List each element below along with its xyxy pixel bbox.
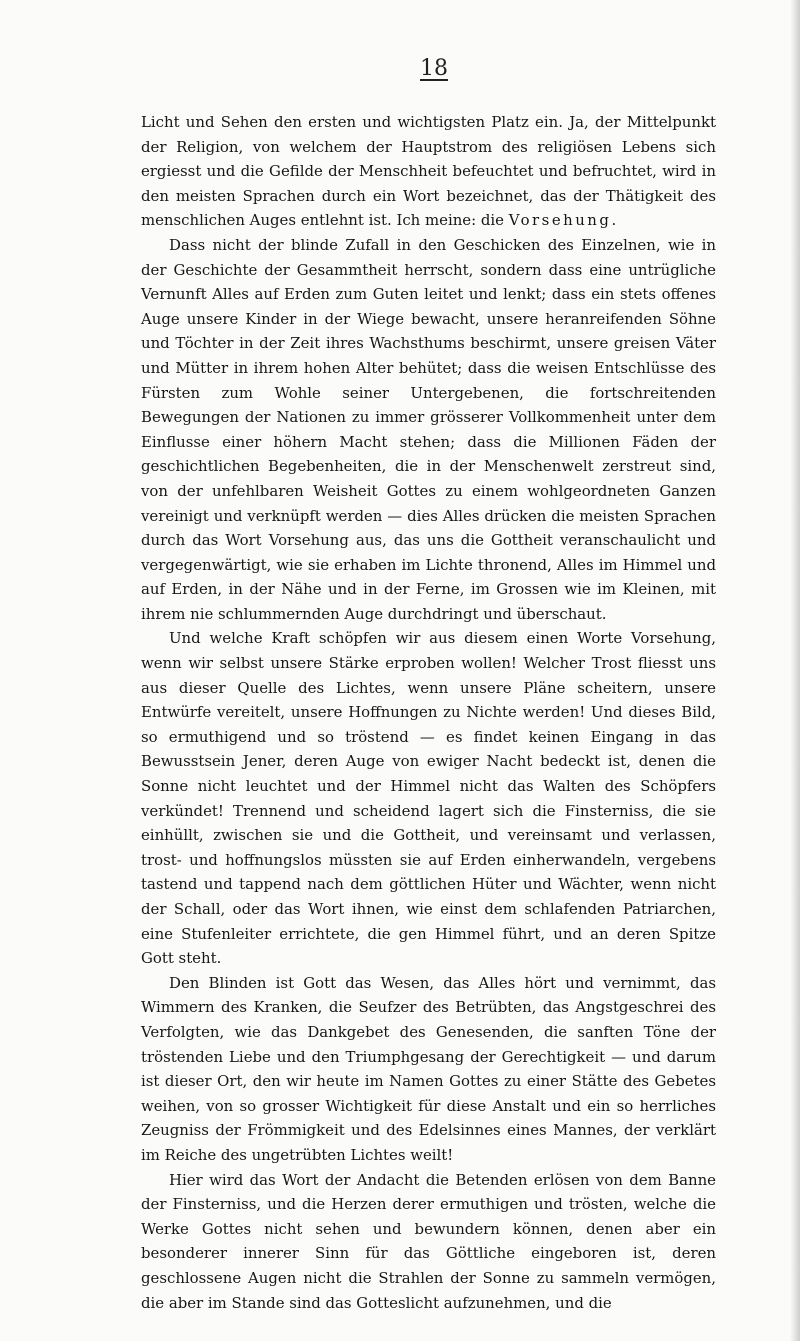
emphasis-vorsehung: Vorsehung bbox=[508, 211, 612, 230]
paragraph-3: Und welche Kraft schöpfen wir aus diesem einen Worte Vorsehung, wenn wir selbst unsere Stärke erproben wollen! Welcher Trost fliesst uns aus dieser Quelle des Lichtes, wenn unsere Pläne scheitern, unsere Entwürfe vereitelt, unsere Hoffnungen zu Nichte werden! Und dieses Bild, so ermuthigend und so tröstend — es findet keinen Eingang in das Bewusstsein Jener, deren Auge von ewiger Nacht bedeckt ist, denen die Sonne nicht leuchtet und der Himmel nicht das Walten des Schöpfers verkündet! Trennend und scheidend lagert sich die Finsterniss, die sie einhüllt, zwischen sie und die Gottheit, und vereinsamt und verlassen, trost- und hoffnungslos müssten sie auf Erden einherwandeln, vergebens tastend und tappend nach dem göttlichen Hüter und Wächter, wenn nicht der Schall, oder das Wort ihnen, wie einst dem schlafenden Patriarchen, eine Stufenleiter errichtete, die gen Himmel führt, und an deren Spitze Gott steht. bbox=[141, 629, 716, 968]
paragraph-5: Hier wird das Wort der Andacht die Betenden erlösen von dem Banne der Finsterniss, und die Herzen derer ermuthigen und trösten, welche die Werke Gottes nicht sehen und bewundern können, denen aber ein besonderer innerer Sinn für das Göttliche eingeboren ist, deren geschlossene Augen nicht die Strahlen der Sonne zu sammeln vermögen, die aber im Stande sind das Gotteslicht aufzunehmen, und die bbox=[141, 1170, 716, 1312]
page-number: 18 bbox=[420, 56, 448, 81]
paragraph-1-text: Licht und Sehen den ersten und wichtigsten Platz ein. Ja, der Mittelpunkt der Religion, von welchem der Hauptstrom des religiösen Lebens sich ergiesst und die Gefilde der Menschheit befeuchtet und befruchtet, wird in den meisten Sprachen durch ein Wort bezeichnet, das der Thätigkeit des menschlichen Auges entlehnt ist. Ich meine: die bbox=[141, 113, 716, 230]
paragraph-1-tail: . bbox=[611, 211, 617, 230]
paragraph-4: Den Blinden ist Gott das Wesen, das Alles hört und vernimmt, das Wimmern des Kranken, die Seufzer des Betrübten, das Angstgeschrei des Verfolgten, wie das Dankgebet des Genesenden, die sanften Töne der tröstenden Liebe und den Triumphgesang der Gerechtigkeit — und darum ist dieser Ort, den wir heute im Namen Gottes zu einer Stätte des Gebetes weihen, von so grosser Wichtigkeit für diese Anstalt und ein so herrliches Zeugniss der Frömmigkeit und des Edelsinnes eines Mannes, der verklärt im Reiche des ungetrübten Lichtes weilt! bbox=[141, 973, 716, 1164]
paragraph-2: Dass nicht der blinde Zufall in den Geschicken des Einzelnen, wie in der Geschichte der Gesammtheit herrscht, sondern dass eine untrügliche Vernunft Alles auf Erden zum Guten leitet und lenkt; dass ein stets offenes Auge unsere Kinder in der Wiege bewacht, unsere heranreifenden Söhne und Töchter in der Zeit ihres Wachsthums beschirmt, unsere greisen Väter und Mütter in ihrem hohen Alter behütet; dass die weisen Entschlüsse des Fürsten zum Wohle seiner Untergebenen, die fortschreitenden Bewegungen der Nationen zu immer grösserer Vollkommenheit unter dem Einflusse einer höhern Macht stehen; dass die Millionen Fäden der geschichtlichen Begebenheiten, die in der Menschenwelt zerstreut sind, von der unfehlbaren Weisheit Gottes zu einem wohlgeordneten Ganzen vereinigt und verknüpft werden — dies Alles drücken die meisten Sprachen durch das Wort Vorsehung aus, das uns die Gottheit veranschaulicht und vergegenwärtigt, wie sie erhaben im Lichte thronend, Alles im Himmel und auf Erden, in der Nähe und in der Ferne, im Grossen wie im Kleinen, mit ihrem nie schlummernden Auge durchdringt und überschaut. bbox=[141, 235, 716, 623]
body-text bbox=[141, 110, 716, 1315]
paragraph-1 bbox=[141, 110, 716, 233]
page-edge-shadow bbox=[790, 0, 800, 1341]
